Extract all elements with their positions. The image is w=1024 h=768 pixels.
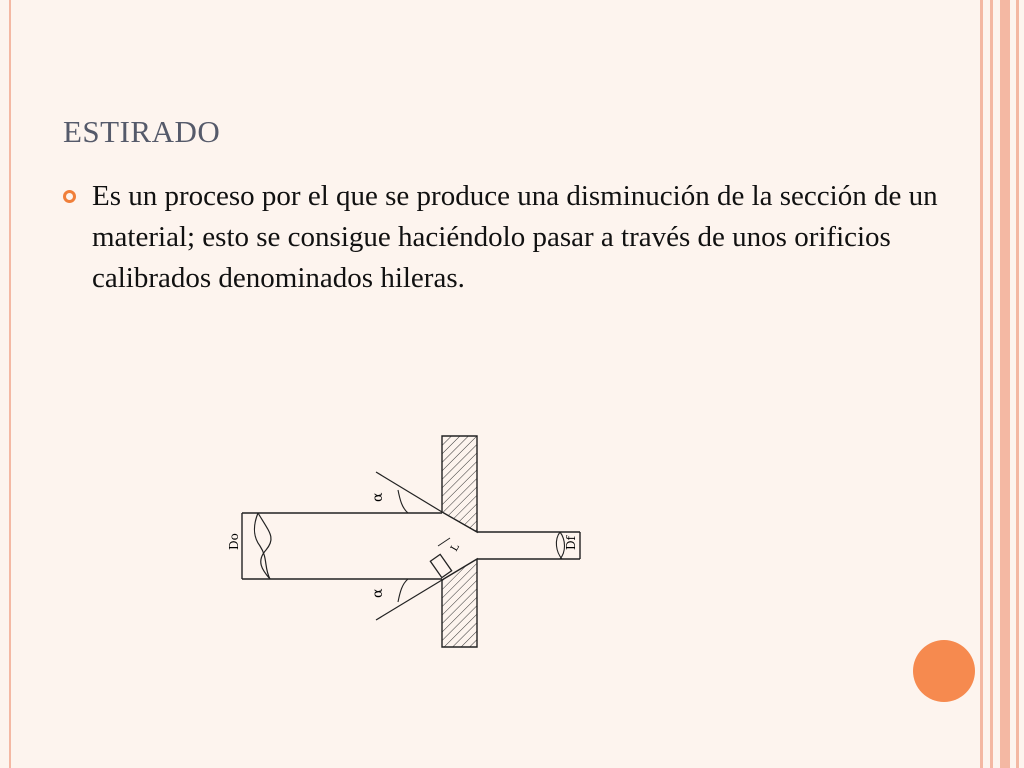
label-do: Do bbox=[227, 533, 241, 550]
right-stripe bbox=[990, 0, 993, 768]
drawing-die-diagram bbox=[227, 428, 600, 653]
bullet-text: Es un proceso por el que se produce una disminución de la sección de un material; esto se consigue haciéndolo pasar a través de unos orificios calibrados denominados hileras. bbox=[92, 180, 938, 294]
left-border bbox=[0, 0, 11, 768]
decorative-circle bbox=[913, 640, 975, 702]
slide-title: ESTIRADO bbox=[63, 114, 221, 149]
right-stripe bbox=[1016, 0, 1019, 768]
bullet-icon bbox=[63, 190, 76, 203]
right-stripe bbox=[1000, 0, 1010, 768]
right-stripe bbox=[980, 0, 983, 768]
label-angle-top: α bbox=[370, 492, 386, 502]
die-bottom bbox=[442, 559, 477, 647]
die-top bbox=[442, 436, 477, 532]
label-df: Df bbox=[564, 535, 578, 550]
right-border bbox=[978, 0, 1024, 768]
label-land: L bbox=[449, 542, 462, 554]
label-angle-bottom: α bbox=[370, 588, 386, 598]
